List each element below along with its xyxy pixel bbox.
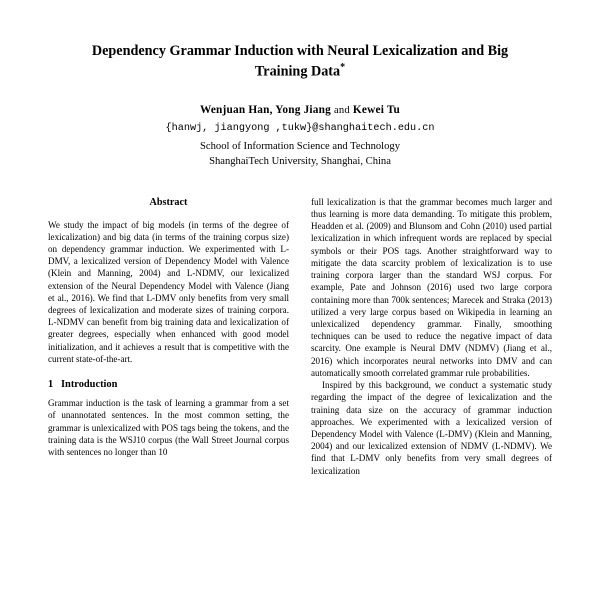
right-paragraph-2: Inspired by this background, we conduct a systematic study regarding the impact of the degree of lexicalization and the training data size on the accuracy of grammar induction approaches. We experimented with a lexicalized version of Dependency Model with Valence (L-DMV) (Klein and Manning, 2004) and our lexicalized extension of NDMV (L-NDMV). We find that L-DMV only benefits from very small degrees of lexicalization xyxy=(311,380,552,476)
introduction-paragraph-1: Grammar induction is the task of learning a grammar from a set of unannotated sentences. In the most common setting, the grammar is unlexicalized with POS tags being the tokens, and the training data is the WSJ10 corpus (the Wall Street Journal corpus with sentences no longer than 10 xyxy=(48,398,289,457)
abstract-heading: Abstract xyxy=(149,196,188,208)
column-left xyxy=(48,196,289,477)
authors-primary: Wenjuan Han, Yong Jiang xyxy=(199,104,331,117)
title-footnote-marker: * xyxy=(340,62,346,74)
authors-last: Kewei Tu xyxy=(352,104,401,117)
introduction-title: Introduction xyxy=(61,379,118,391)
title-line-1: Dependency Grammar Induction with Neural Lexicalization and Big xyxy=(91,43,509,59)
author-list xyxy=(48,104,552,116)
abstract-body xyxy=(48,219,289,366)
author-email: {hanwj, jiangyong ,tukw}@shanghaitech.edu.cn xyxy=(165,123,435,135)
affiliation-line-2: ShanghaiTech University, Shanghai, China xyxy=(209,156,391,168)
title-line-2: Training Data xyxy=(254,63,341,80)
body-columns xyxy=(48,196,552,477)
page-title xyxy=(54,42,546,82)
column-right xyxy=(311,196,552,477)
introduction-heading xyxy=(48,378,289,392)
right-paragraph-1: full lexicalization is that the grammar becomes much larger and thus learning is more data demanding. To mitigate this problem, Headden et al. (2009) and Blunsom and Cohn (2010) used partial lexicalization in which infrequent words are replaced by special symbols or their POS tags. Another straightforward way to mitigate the data scarcity problem of lexicalization is to use training corpora larger than the standard WSJ corpus. For example, Pate and Johnson (2016) used two large corpora containing more than 700k sentences; Marecek and Straka (2013) utilized a very large corpus based on Wikipedia in learning an unlexicalized dependency grammar. Finally, smoothing techniques can be used to reduce the negative impact of data scarcity. One example is Neural DMV (NDMV) (Jiang et al., 2016) which incorporates neural networks into DMV and can automatically smooth correlated grammar rule probabilities. xyxy=(311,196,552,378)
affiliation xyxy=(48,139,552,170)
authors-conjunction: and xyxy=(333,105,350,117)
affiliation-line-1: School of Information Science and Technology xyxy=(200,141,400,153)
introduction-number: 1 xyxy=(48,379,54,391)
abstract-paragraph: We study the impact of big models (in terms of the degree of lexicalization) and big data (in terms of the training corpus size) on dependency grammar induction. We experimented with L-DMV, a lexicalized version of Dependency Model with Valence (Klein and Manning, 2004) and L-NDMV, our lexicalized extension of the Neural Dependency Model with Valence (Jiang et al., 2016). We find that L-DMV only benefits from very small degrees of lexicalization and moderate sizes of training corpora. L-NDMV can benefit from big training data and lexicalization of greater degrees, especially when enhanced with good model initialization, and it achieves a result that is competitive with the current state-of-the-art. xyxy=(48,219,289,364)
